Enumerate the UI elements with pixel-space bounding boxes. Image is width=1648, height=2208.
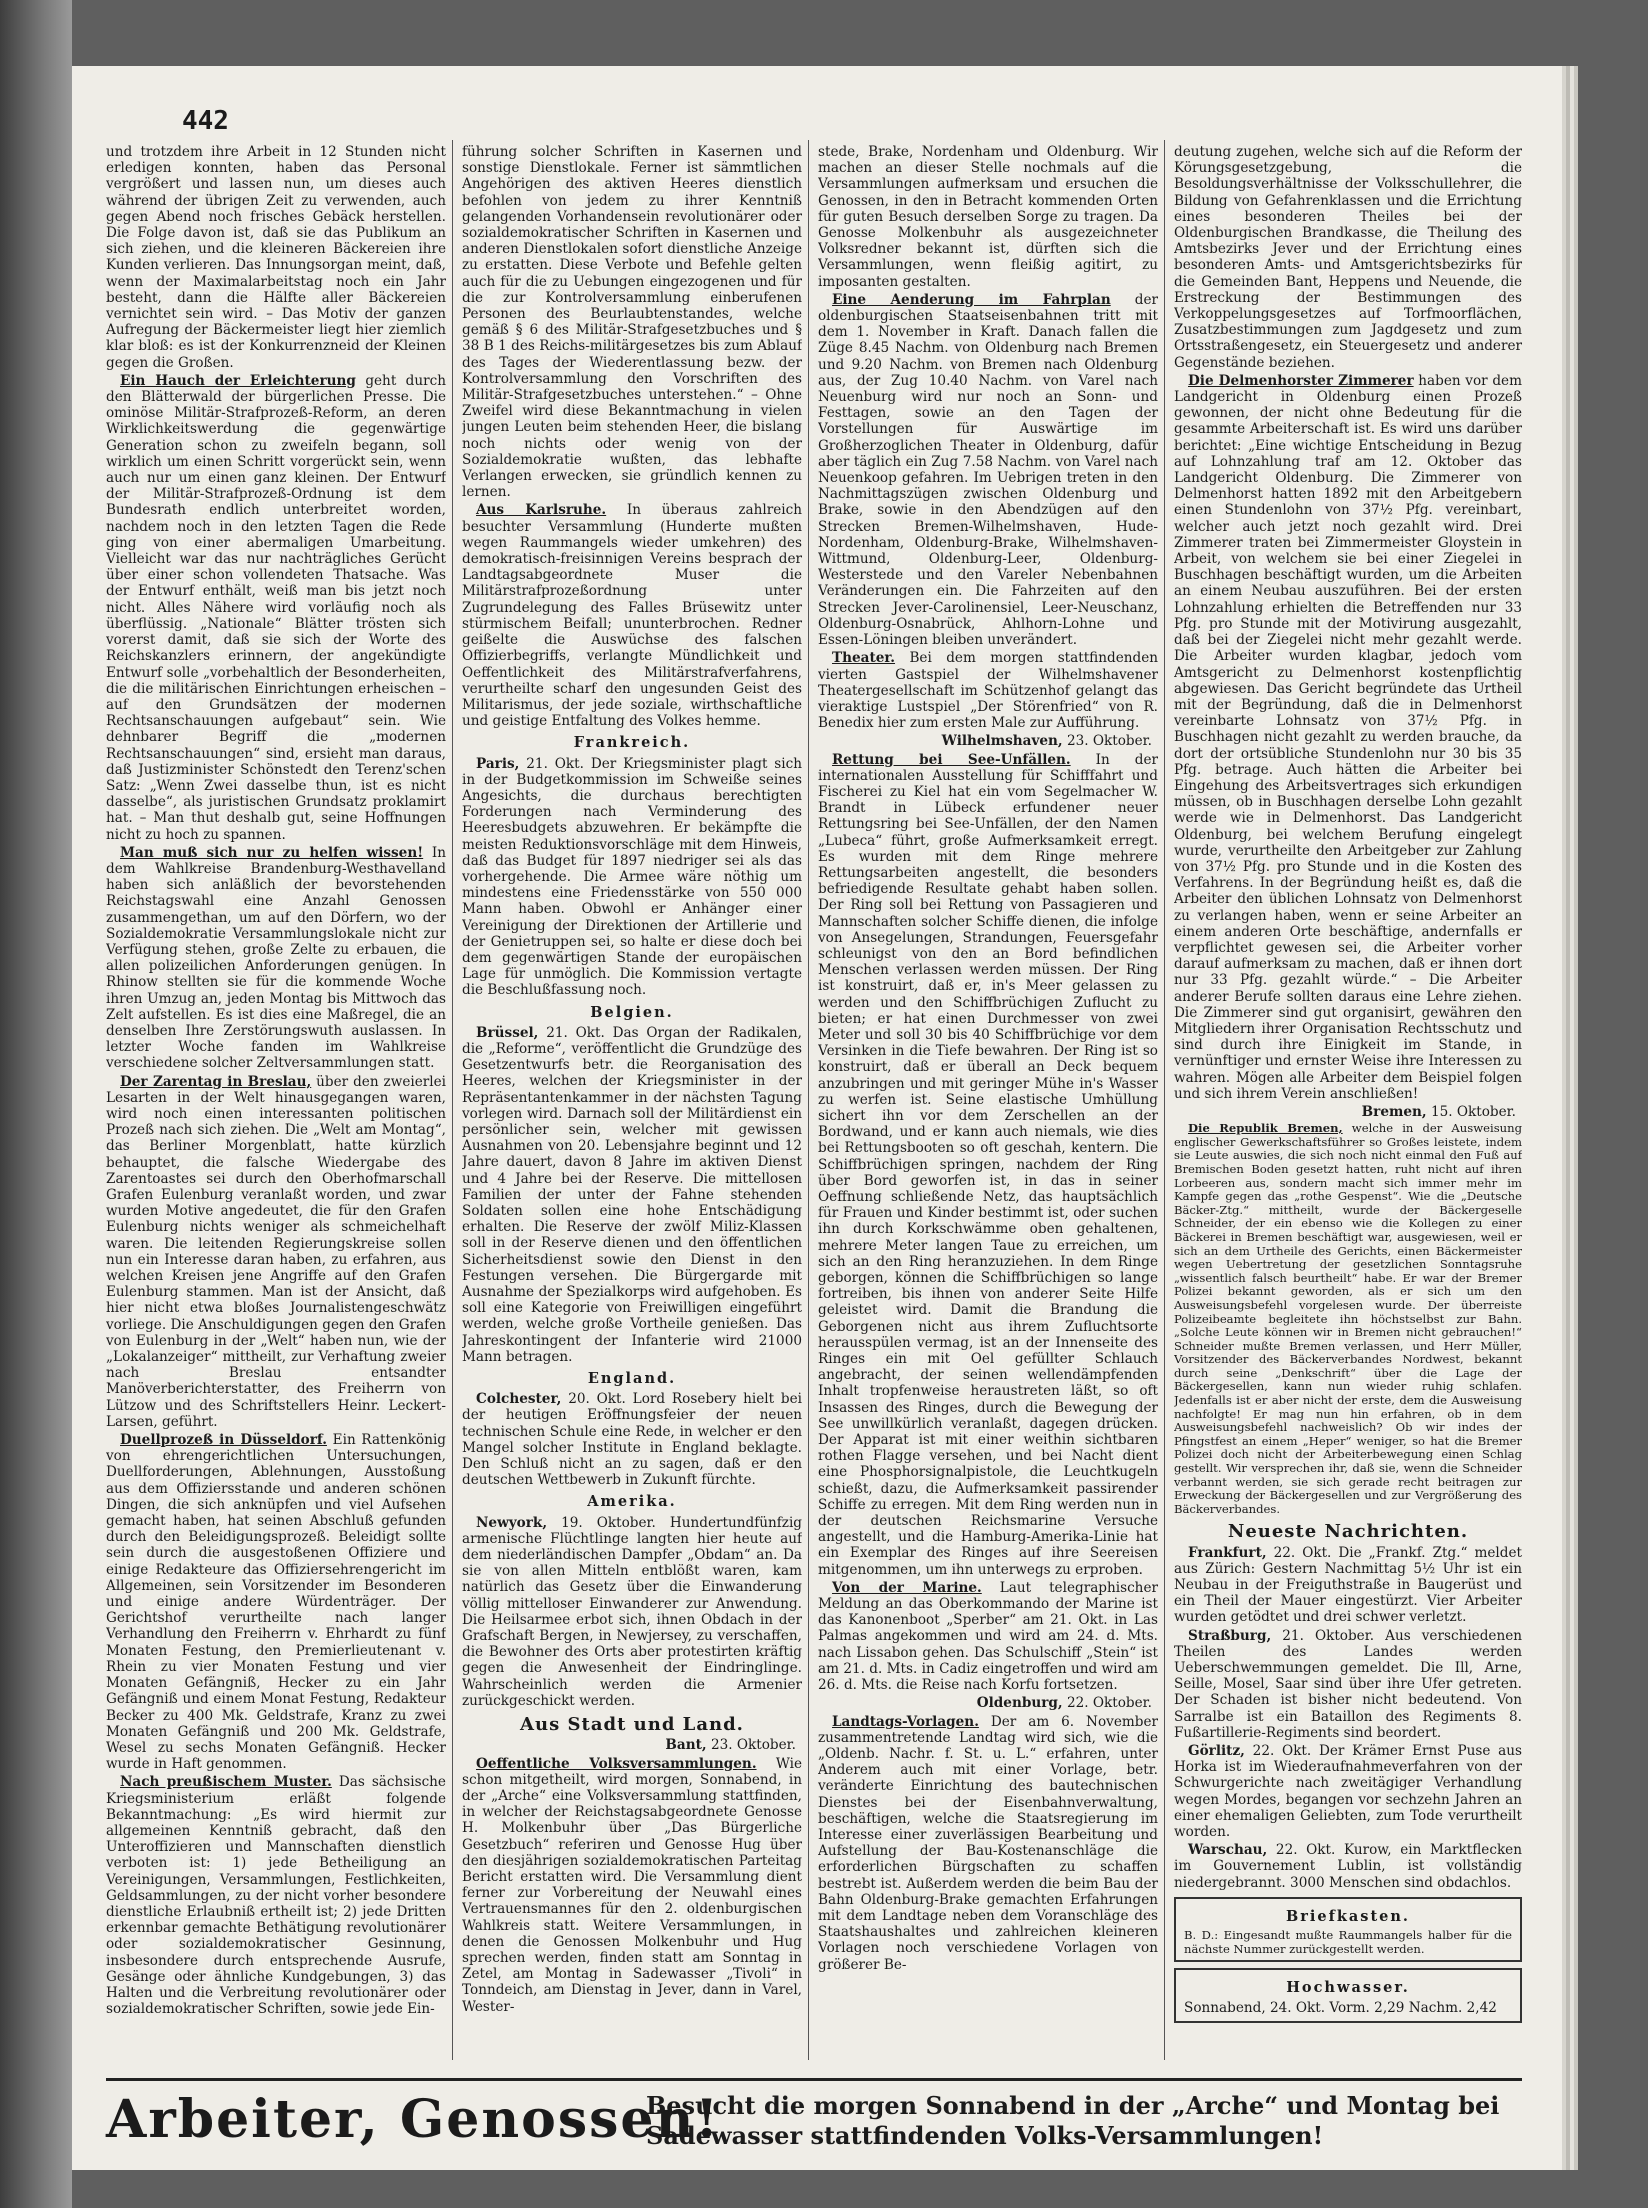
- article-text: und trotzdem ihre Arbeit in 12 Stunden nicht erledigen konnten, haben das Personal vergrößert und lassen nun, um dieses auch während der übrigen Zeit zu verwenden, auch gegen Abend noch frisches Gebäck herstellen. Die Folge davon ist, daß sie das Publikum an sich ziehen, und die kleineren Bäckereien ihre Kunden verlieren. Das Innungsorgan meint, daß, wenn der Maximalarbeitstag noch ein Jahr besteht, dann die Hälfte aller Bäckereien vernichtet sein wird. – Das Motiv der ganzen Aufregung der Bäckermeister liegt hier ziemlich klar bloß: es ist der Konkurrenzneid der Kleinen gegen die Großen.: [106, 144, 446, 371]
- article-text: Das Organ der Radikalen, die „Reforme“, veröffentlicht die Grundzüge des Gesetzentwurfs betr. die Reorganisation des Heeres, welchen der Kriegsminister in der Repräsentantenkammer in der nächsten Tagung vorlegen wird. Darnach soll der Militärdienst ein persönlicher sein, welcher mit gewissen Ausnahmen von 20. Lebensjahre beginnt und 12 Jahre dauert, davon 8 Jahre im aktiven Dienst und 4 Jahre bei der Reserve. Die mittellosen Familien der unter der Fahne stehenden Soldaten sollen eine hohe Entschädigung erhalten. Die Reserve der zwölf Miliz-Klassen soll in der Reserve dienen und den öffentlichen Sicherheitsdienst sowie den Dienst in den Festungen versehen. Die Bürgergarde mit Ausnahme der Spezialkorps wird aufgehoben. Es soll eine Kategorie von Freiwilligen eingeführt werden, welche große Vortheile genießen. Das Jahreskontingent der Infanterie wird 21000 Mann betragen.: [462, 1024, 802, 1365]
- article-text: welche in der Ausweisung englischer Gewerkschaftsführer so Großes leistete, indem sie Leute auswies, die sich noch nicht einmal den Fuß auf Bremischen Boden gesetzt hatten, ruht nicht auf ihren Lorbeeren aus, sondern macht sich immer mehr im Kampfe gegen das „rothe Gespenst“. Wie die „Deutsche Bäcker-Ztg.“ mittheilt, wurde der Bäckergeselle Schneider, der ein ebenso wie die Kollegen zu einer Bäckerei in Bremen beschäftigt war, ausgewiesen, weil er sich an dem Urtheile des Gerichts, einen Bäckermeister wegen Uebertretung der gesetzlichen Sonntagsruhe „wissentlich falsch beurtheilt“ habe. Er war der Bremer Polizei bekannt geworden, als er sich um den Ausweisungsbefehl vorgelesen wurde. Der überreiste Polizeibeamte begleitete ihn höchstselbst zur Bahn. „Solche Leute können wir in Bremen nicht gebrauchen!“ Schneider mußte Bremen verlassen, und Herr Müller, Vorsitzender des Bäckerverbandes Nordwest, bekannt durch seine „Denkschrift“ über die Lage der Bäckergesellen, kann nun wieder ruhig schlafen. Jedenfalls ist er aber nicht der erste, dem die Ausweisung nachfolgte! Er mag nun hin erfahren, ob in dem Ausweisungsbefehl nachweislich? Ob wir indes der Pfingstfest an einem „Heper“ weniger, so hat die Bremer Polizei doch nicht der Arbeiterbewegung einen Schlag gestellt. Wir versprechen ihr, daß sie, wenn die Schneider verbannt werden, sie sich gerade recht beitragen zur Erweckung der Bäckergesellen und zur Vergrößerung des Bäckerverbandes.: [1174, 1121, 1522, 1516]
- article: [818, 650, 1158, 731]
- dateline-date: 22. Oktober.: [1066, 1695, 1152, 1712]
- section-heading-stadt-und-land: Aus Stadt und Land.: [520, 1714, 744, 1736]
- article-text: Kurow, ein Marktflecken im Gouvernement Lublin, ist vollständig niedergebrannt. 3000 Menschen sind obdachlos.: [1174, 1842, 1522, 1891]
- article-heading: Oeffentliche Volksversammlungen.: [476, 1755, 757, 1772]
- section-heading-england: England.: [587, 1370, 677, 1388]
- article-text: Der Krämer Ernst Puse aus Horka ist im Wiederaufnahmeverfahren von der Schwurgerichte nach zweitägiger Verhandlung wegen Mordes, begangen vor sechzehn Jahren an einer ehemaligen Geliebten, zum Tode verurtheilt worden.: [1174, 1743, 1522, 1841]
- briefkasten-box: [1174, 1897, 1522, 1962]
- column-rule: [808, 140, 809, 2060]
- article-heading: Theater.: [832, 650, 896, 667]
- article-heading: Duellprozeß in Düsseldorf.: [120, 1432, 327, 1449]
- footer-banner: [106, 2078, 1522, 2153]
- dateline-place: Paris,: [476, 755, 520, 772]
- article-text: In überaus zahlreich besuchter Versammlung (Hunderte mußten wegen Raummangels wieder umkehren) des demokratisch-freisinnigen Vereins besprach der Landtagsabgeordnete Muser die Militärstrafprozeßordnung unter Zugrundelegung des Falles Brüsewitz unter stürmischem Beifall; ununterbrochen. Redner geißelte die Auswüchse des falschen Offizierbegriffs, verlangte Mündlichkeit und Oeffentlichkeit des Militärstrafverfahrens, verurtheilte scharf den ungesunden Geist des Militarismus, der jede soziale, wirthschaftliche und geistige Entfaltung des Volkes hemme.: [462, 502, 802, 730]
- article-heading: Die Republik Bremen,: [1188, 1121, 1343, 1136]
- dateline-date: 20. Okt.: [568, 1391, 626, 1408]
- article: [1174, 1628, 1522, 1741]
- dateline-date: 22. Okt.: [1275, 1842, 1336, 1859]
- article-text: Das sächsische Kriegsministerium erläßt folgende Bekanntmachung: „Es wird hiermit zur allgemeinen Kenntniß gebracht, daß den Unteroffizieren und Mannschaften dienstlich verboten ist: 1) jede Betheiligung an Vereinigungen, Versammlungen, Festlichkeiten, Geldsammlungen, zu der nicht vorher besondere dienstliche Erlaubniß ertheilt ist; 2) jede Dritten erkennbar gemachte Bethätigung revolutionärer oder sozialdemokratischer Gesinnung, insbesondere durch entsprechende Ausrufe, Gesänge oder ähnliche Kundgebungen, 3) das Halten und die Verbreitung revolutionärer oder sozialdemokratischer Schriften, sowie jede Ein-: [106, 1774, 446, 2018]
- article-heading: Aus Karlsruhe.: [476, 502, 607, 519]
- article-text: Hundertundfünfzig armenische Flüchtlinge langten hier heute auf dem niederländischen Dampfer „Obdam“ an. Da sie von allen Mitteln entblößt waren, kam natürlich das Gesetz über die Einwanderung völlig mittelloser Einwanderer zur Anwendung. Die Heilsarmee erbot sich, ihnen Obdach in der Grafschaft Bergen, in Newjersey, zu verschaffen, die Bewohner des Orts aber protestirten kräftig gegen die Anwesenheit der Eindringlinge. Wahrscheinlich werden die Armenier zurückgeschickt werden.: [462, 1514, 802, 1709]
- dateline-place: Oldenburg,: [976, 1695, 1063, 1712]
- article: [462, 1756, 802, 2015]
- article-text: Wie schon mitgetheilt, wird morgen, Sonnabend, in der „Arche“ eine Volksversammlung stattfinden, in welcher der Reichstagsabgeordnete Genosse H. Molkenbuhr über „Das Bürgerliche Gesetzbuch“ referiren und Genosse Hug über den diesjährigen sozialdemokratischen Parteitag Bericht erstatten wird. Die Versammlung dient ferner zur Vorbereitung der Neuwahl eines Vertrauensmannes für den 2. oldenburgischen Wahlkreis statt. Weitere Versammlungen, in denen die Genossen Molkenbuhr und Hug sprechen werden, finden statt am Sonntag in Zetel, am Montag in Sadewasser „Tivoli“ in Tonndeich, am Dienstag in Jever, dann in Varel, Wester-: [462, 1755, 802, 2015]
- dateline-place: Straßburg,: [1188, 1627, 1272, 1644]
- article-text: In der internationalen Ausstellung für Schifffahrt und Fischerei zu Kiel hat ein vom Segelmacher W. Brandt in Lübeck erfundener neuer Rettungsring bei See-Unfällen, der den Namen „Lubeca“ führt, große Aufmerksamkeit erregt. Es wurden mit dem Ringe mehrere Rettungsarbeiten angestellt, die besonders befriedigende Resultate gehabt haben sollen. Der Ring soll bei Rettung von Passagieren und Mannschaften solcher Schiffe dienen, die infolge von Ansegelungen, Strandungen, Feuersgefahr schleunigst von den an Bord befindlichen Menschen verlassen werden müssen. Der Ring ist konstruirt, daß er, in's Meer gelassen zu werden und den Schiffbrüchigen Zuflucht zu bieten; er hat einen Durchmesser von zwei Meter und soll 30 bis 40 Schiffbrüchige vor dem Versinken in die Tiefe bewahren. Der Ring ist so konstruirt, daß er überall an Deck bequem anzubringen und mit geringer Mühe in's Wasser zu werfen ist. Seine elastische Umhüllung sichert ihn vor dem Zerschellen an der Bordwand, und er kann auch niemals, wie dies bei Rettungsbooten so oft geschah, kentern. Die Schiffbrüchigen springen, nachdem der Ring über Bord geworfen ist, in das in seiner Oeffnung schließende Netz, das hauptsächlich für Frauen und Kinder bestimmt ist, oder suchen ihn durch Korkschwämme oben gehaltenen, mehrere Meter langen Taue zu erreichen, um sich an den Ring heranzuziehen. In dem Ringe geborgen, können die Schiffbrüchigen so lange fortreiben, bis ihnen von anderer Seite Hilfe geleistet wird. Damit die Brandung die Geborgenen nicht aus ihrem Zufluchtsorte herausspülen vermag, ist an der Innenseite des Ringes ein mit Oel gefüllter Schlauch angebracht, der seinen wellendämpfenden Inhalt tropfenweise heraustreten läßt, so oft Insassen des Ringes, durch die Bewegung der See unwillkürlich veranlaßt, dagegen drücken. Der Apparat ist mit einer weithin sichtbaren rothen Flagge versehen, und bei Nacht dient eine Phosphorsignalpistole, die Leuchtkugeln schießt, dazu, die Aufmerksamkeit passirender Schiffe zu erregen. Mit dem Ring werden nun in der deutschen Reichsmarine Versuche angestellt, und die Hamburg-Amerika-Linie hat ein Exemplar des Ringes auf ihre Seereisen mitgenommen, um ihn unterwegs zu erproben.: [818, 751, 1158, 1578]
- article: [818, 1714, 1158, 1973]
- dateline-date: 21. Okt.: [526, 755, 584, 772]
- column-rule: [452, 140, 453, 2060]
- page-number: 442: [182, 106, 229, 136]
- article: [106, 1774, 446, 2017]
- dateline-place: Warschau,: [1188, 1842, 1268, 1859]
- article-text: haben vor dem Landgericht in Oldenburg einen Prozeß gewonnen, der nicht ohne Bedeutung für die gesammte Arbeiterschaft ist. Es wird uns darüber berichtet: „Eine wichtige Entscheidung in Bezug auf Lohnzahlung traf am 12. Oktober das Landgericht Oldenburg. Die Zimmerer von Delmenhorst hatten 1892 mit den Arbeitgebern einen Stundenlohn von 37½ Pfg. vereinbart, welcher auch jetzt noch gezahlt wird. Drei Zimmerer traten bei Zimmermeister Gloystein in Arbeit, von welchem sie bei einer Ziegelei in Buschhagen beschäftigt wurden, um die Arbeiten an einem Neubau auszuführen. Bei der ersten Lohnzahlung erhielten die Betreffenden nur 33 Pfg. pro Stunde mit der Motivirung ausgezahlt, daß bei der Ziegelei nicht mehr gezahlt werde. Die Arbeiter wurden klagbar, jedoch vom Amtsgericht zu Delmenhorst kostenpflichtig abgewiesen. Das Gericht begründete das Urtheil mit der Begründung, daß die in Delmenhorst vereinbarte Lohnsatz von 37½ Pfg. in Buschhagen nicht gezahlt zu werden brauche, da dort der ortsübliche Stundenlohn nur 30 bis 35 Pfg. betrage. Auch hätten die Arbeiter bei Eingehung des Arbeitsvertrages sich erkundigen müssen, ob in Buschhagen derselbe Lohn gezahlt werde wie in Delmenhorst. Das Landgericht Oldenburg, bei welchem Berufung eingelegt wurde, verurtheilte den Arbeitgeber zur Zahlung von 37½ Pfg. pro Stunde und in die Kosten des Verfahrens. In der Begründung heißt es, daß die Arbeiter den üblichen Lohnsatz von Delmenhorst zu verlangen haben, wenn er seine Arbeiter an einem anderen Orte beschäftige, andernfalls er verpflichtet gewesen sei, die Arbeiter vorher darauf aufmerksam zu machen, daß er ihnen dort nur 33 Pfg. gezahlt würde.“ – Die Arbeiter anderer Berufe sollten daraus eine Lehre ziehen. Die Zimmerer sind gut organisirt, gewähren den Mitgliedern ihrer Organisation Rechtsschutz und sind durch ihre Einigkeit im Stande, in vernünftiger und ernster Weise ihre Interessen zu wahren. Mögen alle Arbeiter dem Beispiel folgen und sich ihrem Verein anschließen!: [1174, 372, 1522, 1102]
- article-heading: Nach preußischem Muster.: [120, 1774, 332, 1791]
- dateline-place: Bremen,: [1361, 1103, 1427, 1120]
- article-text: deutung zugehen, welche sich auf die Reform der Körungsgesetzgebung, die Besoldungsverhältnisse der Volksschullehrer, die Bildung von Gefahrenklassen und die Errichtung eines besonderen Theiles bei der Oldenburgischen Brandkasse, die Theilung des Amtsbezirks Jever und der Errichtung eines besonderen Amts- und Amtsgerichtsbezirks für die Gemeinden Bant, Heppens und Neuende, die Erstreckung der Bestimmungen des Verkoppelungsgesetzes auf Torfmoorflächen, Zusatzbestimmungen zum Jagdgesetz und zum Ortsstraßengesetz, ein Steuergesetz und anderer Gegenstände beziehen.: [1174, 144, 1522, 371]
- dateline-date: 21. Okt.: [546, 1024, 605, 1041]
- article: [106, 373, 446, 843]
- dateline-place: Wilhelmshaven,: [941, 733, 1063, 750]
- article: [1174, 1122, 1522, 1516]
- footer-announcement: Besucht die morgen Sonnabend in der „Arche“ und Montag bei Sadewasser stattfindenden Volks-Versammlungen!: [646, 2091, 1500, 2150]
- article-heading: Ein Hauch der Erleichterung: [120, 372, 356, 389]
- newspaper-page: [72, 66, 1562, 2170]
- dateline-date: 23. Oktober.: [710, 1737, 796, 1754]
- column-4: [1174, 144, 1522, 2066]
- section-heading-amerika: Amerika.: [587, 1493, 677, 1511]
- footer-headline: Arbeiter, Genossen!: [106, 2089, 721, 2150]
- article: [818, 1580, 1158, 1693]
- dateline-date: 21. Oktober.: [1282, 1627, 1375, 1644]
- article-text: In dem Wahlkreise Brandenburg-Westhavelland haben sich anläßlich der bevorstehenden Reichstagswahl eine Anzahl Genossen zusammengethan, um auf den Dörfern, wo der Sozialdemokratie Versammlungslokale nicht zur Verfügung stehen, große Zelte zu erbauen, die allen polizeilichen Anforderungen genügen. In Rhinow stellten sie für die kommende Woche ihren Umzug an, jeden Montag bis Mittwoch das Zelt aufstellen. Es ist dies eine Maßregel, die an denselben Ihre Zerstörungswuth auslassen. In letzter Woche fanden im Wahlkreise verschiedene solcher Zeltversammlungen statt.: [106, 844, 446, 1072]
- article: [1174, 1545, 1522, 1626]
- article-heading: Man muß sich nur zu helfen wissen!: [120, 844, 424, 861]
- article: [462, 502, 802, 729]
- dateline-place: Colchester,: [476, 1391, 562, 1408]
- article: [106, 1074, 446, 1430]
- dateline-place: Görlitz,: [1188, 1743, 1245, 1760]
- briefkasten-title: Briefkasten.: [1286, 1907, 1410, 1925]
- column-1: [106, 144, 446, 2066]
- dateline: [818, 733, 1152, 749]
- section-heading-neueste-nachrichten: Neueste Nachrichten.: [1227, 1521, 1469, 1543]
- article-text: Lord Rosebery hielt bei der heutigen Eröffnungsfeier der neuen technischen Schule eine Rede, in welcher er den Mangel solcher Institute in England beklagte. Den Schluß nicht an zu sagen, daß er den deutschen Wettbewerb in Zukunft fürchte.: [462, 1391, 802, 1489]
- section-heading-frankreich: Frankreich.: [573, 734, 691, 752]
- article: [462, 1515, 802, 1709]
- article: [1174, 1842, 1522, 1891]
- dateline-date: 15. Oktober.: [1430, 1103, 1516, 1120]
- dateline-place: Brüssel,: [476, 1024, 539, 1041]
- article-text: stede, Brake, Nordenham und Oldenburg. Wir machen an dieser Stelle nochmals auf die Versammlungen aufmerksam und ersuchen die Genossen, in den in Betracht kommenden Orten für guten Besuch derselben Sorge zu tragen. Da Genosse Molkenbuhr als ausgezeichneter Volksredner bekannt ist, dürften sich die Versammlungen, wenn fleißig agitirt, zu imposanten gestalten.: [818, 144, 1158, 290]
- article: [818, 752, 1158, 1578]
- article-text: Bei dem morgen stattfindenden vierten Gastspiel der Wilhelmshavener Theatergesellschaft im Schützenhof gelangt das vieraktige Lustspiel „Der Störenfried“ von R. Benedix hier zum ersten Male zur Aufführung.: [818, 650, 1158, 732]
- dateline-date: 19. Oktober.: [561, 1514, 656, 1531]
- article-text: Der Kriegsminister plagt sich in der Budgetkommission im Schweiße seines Angesichts, die durchaus berechtigten Forderungen nach Verminderung des Heeresbudgets abzuwehren. Er bekämpfte die meisten Reduktionsvorschläge mit dem Hinweis, daß das Budget für 1897 niedriger sei als das vorhergehende. Die Armee wäre nöthig um mindestens eine Friedensstärke von 550 000 Mann haben. Obwohl er Anhänger einer Vereinigung der Direktionen der Artillerie und der Genietruppen sei, so halte er diese doch bei dem gegenwärtigen Stande der europäischen Lage für unmöglich. Die Kommission vertagte die Beschlußfassung noch.: [462, 755, 802, 999]
- article: [1174, 1743, 1522, 1840]
- dateline: [818, 1695, 1152, 1711]
- article: [106, 1432, 446, 1772]
- article-text: geht durch den Blätterwald der bürgerlichen Presse. Die ominöse Militär-Strafprozeß-Reform, an deren Wirklichkeitswerdung die gegenwärtige Generation schon zu zweifeln begann, soll wirklich um einen Schritt vorgerückt sein, wenn auch nur um einen ganz kleinen. Der Entwurf der Militär-Strafprozeß-Ordnung ist dem Bundesrath endlich unterbreitet worden, nachdem noch in den letzten Tagen die Rede ging von einer abermaligen Umarbeitung. Vielleicht war das nur nachträgliches Gerücht über einer schon vollendeten Thatsache. Was der Entwurf enthält, weiß man bis jetzt noch nicht. Alles Nähere wird vorläufig noch als überflüssig. „Nationale“ Blätter trösten sich vorerst damit, daß sie sich der Worte des Reichskanzlers erinnern, der angekündigte Entwurf solle „vorbehaltlich der Besonderheiten, die die militärischen Einrichtungen erheischen – auf den Grundsätzen der modernen Rechtsanschauungen aufgebaut“ sein. Wie dehnbarer Begriff die „modernen Rechtsanschauungen“ sind, ersieht man daraus, daß Justizminister Schönstedt den Terenz'schen Satz: „Wenn Zwei dasselbe thun, ist es nicht dasselbe“, als juristischen Grundsatz proklamirt hat. – Man thut deshalb gut, seine Hoffnungen nicht zu hoch zu spannen.: [106, 372, 446, 843]
- dateline-date: 23. Oktober.: [1066, 733, 1152, 750]
- hochwasser-box: [1174, 1968, 1522, 2022]
- article-text: über den zweierlei Lesarten in der Welt hinausgegangen waren, wird noch einen interessanten politischen Prozeß nach sich ziehen. Die „Welt am Montag“, das Berliner Morgenblatt, hatte kürzlich behauptet, die falsche Wiedergabe des Zarentoastes sei durch den Oberhofmarschall Grafen Eulenburg veranlaßt worden, und zwar wurden Motive angedeutet, die für den Grafen Eulenburg nichts weniger als schmeichelhaft waren. Die leitenden Regierungskreise sollen nun ein Interesse daran haben, zu erfahren, aus welchen Kreisen jene Angriffe auf den Grafen Eulenburg stammen. Man ist der Ansicht, daß hier nicht etwa bloßes Journalistengeschwätz vorliege. Die Anschuldigungen gegen den Grafen von Eulenburg in der „Welt“ haben nun, wie der „Lokalanzeiger“ mittheilt, zur Verhaftung zweier nach Breslau entsandter Manöverberichterstatter, des Freiherrn von Lützow und des Schriftstellers Heinr. Leckert-Larsen, geführt.: [106, 1073, 446, 1430]
- article: [462, 756, 802, 999]
- article-text: der oldenburgischen Staatseisenbahnen tritt mit dem 1. November in Kraft. Danach fallen die Züge 8.45 Nachm. von Oldenburg nach Bremen und 9.20 Nachm. von Bremen nach Oldenburg aus, der Zug 10.40 Nachm. von Varel nach Neuenburg wird nur noch an Sonn- und Festtagen, sowie an den Tagen der Vorstellungen für Auswärtige im Großherzoglichen Theater in Oldenburg, dafür aber täglich ein Zug 7.58 Nachm. von Varel nach Neuenkoop gefahren. Im Uebrigen treten in den Nachmittagszügen zwischen Oldenburg und Brake, sowie in den Abendzügen auf den Strecken Bremen-Wilhelmshaven, Hude-Nordenham, Oldenburg-Brake, Wilhelmshaven-Wittmund, Oldenburg-Leer, Oldenburg-Westerstede und den Vareler Nebenbahnen Veränderungen ein. Die Fahrzeiten auf den Strecken Jever-Carolinensiel, Leer-Neuschanz, Oldenburg-Osnabrück, Ahlhorn-Lohne und Essen-Löningen bleiben unverändert.: [818, 291, 1158, 649]
- article-text: führung solcher Schriften in Kasernen und sonstige Dienstlokale. Ferner ist sämmtlichen Angehörigen des aktiven Heeres dienstlich befohlen von jedem zu ihrer Kenntniß gelangenden Vorhandensein revolutionärer oder sozialdemokratischer Schriften in Kasernen und anderen Dienstlokalen sofort dienstliche Anzeige zu erstatten. Diese Verbote und Befehle gelten auch für die zu Uebungen eingezogenen und für die zur Kontrolversammlung einberufenen Personen des Beurlaubtenstandes, welche gemäß § 6 des Militär-Strafgesetzbuches und § 38 B 1 des Reichs-militärgesetzes bis zum Ablauf des Tages der Wiederentlassung bezw. der Kontrolversammlung den Vorschriften des Militär-Strafgesetzbuches unterstehen.“ – Ohne Zweifel wird diese Bekanntmachung in vielen jungen Leuten beim stehenden Heer, die bislang noch nichts oder wenig von der Sozialdemokratie wußten, das lebhafte Verlangen erwecken, sie gründlich kennen zu lernen.: [462, 144, 802, 501]
- book-binding: [0, 0, 72, 2208]
- section-heading-belgien: Belgien.: [590, 1003, 674, 1021]
- article: [462, 1025, 802, 1365]
- dateline-place: Newyork,: [476, 1514, 548, 1531]
- article-text: Aus verschiedenen Theilen des Landes werden Ueberschwemmungen gemeldet. Die Ill, Arne, Seille, Mosel, Saar sind über ihre Ufer getreten. Der Schaden ist bisher nicht bedeutend. Von Sarralbe ist ein Bataillon des Regiments 8. Fußartillerie-Regiments sind beordert.: [1174, 1627, 1522, 1741]
- article: [106, 845, 446, 1072]
- hochwasser-text: Sonnabend, 24. Okt. Vorm. 2,29 Nachm. 2,42: [1184, 2000, 1497, 2017]
- article-text: Die „Frankf. Ztg.“ meldet aus Zürich: Gestern Nachmittag 5½ Uhr ist ein Neubau in der Freiguthstraße in Baugerüst und ein Theil der Mauer eingestürzt. Vier Arbeiter wurden getödtet und drei schwer verletzt.: [1174, 1544, 1522, 1626]
- article-heading: Landtags-Vorlagen.: [832, 1713, 979, 1730]
- column-rule: [1164, 140, 1165, 2060]
- article-heading: Rettung bei See-Unfällen.: [832, 751, 1071, 768]
- hochwasser-title: Hochwasser.: [1286, 1979, 1410, 1997]
- article-heading: Von der Marine.: [832, 1579, 982, 1596]
- article-text: Ein Rattenkönig von ehrengerichtlichen Untersuchungen, Duellforderungen, Ablehnungen, Ausstoßung aus dem Offiziersstande und anderen schönen Dingen, die sich anknüpfen und viel Aufsehen gemacht haben, hat seinen Abschluß gefunden durch den Beleidigungsprozeß. Beleidigt sollte sein durch die ausgestoßenen Offiziere und einige Redakteure das Offiziersehrengericht im Allgemeinen, sein Vorsitzender im Besonderen und einige andere Würdenträger. Der Gerichtshof verurtheilte nach langer Verhandlung den Freiherrn v. Ehrhardt zu fünf Monaten Festung, den Premierlieutenant v. Rhein zu vier Monaten Festung und vier Monaten Gefängniß, Hecker zu ein Jahr Gefängniß und einem Monat Festung, Redakteur Becker zu 400 Mk. Geldstrafe, Kranz zu zwei Monaten Gefängniß und 200 Mk. Geldstrafe, Wesel zu sechs Monaten Gefängniß. Hecker wurde in Haft genommen.: [106, 1432, 446, 1773]
- article-heading: Eine Aenderung im Fahrplan: [832, 291, 1111, 308]
- article-text: Der am 6. November zusammentretende Landtag wird sich, wie die „Oldenb. Nachr. f. St. u. L.“ erfahren, unter Anderem auch mit einer Vorlage, betr. veränderte Einrichtung des bautechnischen Dienstes bei der Eisenbahnverwaltung, beschäftigen, welche die Staatsregierung im Interesse einer zuverlässigen Bearbeitung und Aufstellung der Bau-Kostenanschläge die erforderlichen Bürgschaften zu schaffen bestrebt ist. Außerdem werden die beim Bau der Bahn Oldenburg-Brake gemachten Erfahrungen mit dem Landtage neben dem Voranschläge des Staatshaushaltes und zahlreichen kleineren Vorlagen noch verschiedene Vorlagen von größerer Be-: [818, 1713, 1158, 1973]
- dateline: [462, 1737, 796, 1753]
- article-heading: Die Delmenhorster Zimmerer: [1188, 372, 1414, 389]
- briefkasten-text: B. D.: Eingesandt mußte Raummangels halber für die nächste Nummer zurückgestellt werden.: [1184, 1928, 1512, 1956]
- column-3: [818, 144, 1158, 2066]
- article: [818, 292, 1158, 648]
- article-text: Laut telegraphischer Meldung an das Oberkommando der Marine ist das Kanonenboot „Sperber“ am 21. Okt. in Las Palmas angekommen und wird am 24. d. Mts. nach Lissabon gehen. Das Schulschiff „Stein“ ist am 21. d. Mts. in Cadiz eingetroffen und wird am 26. d. Mts. die Reise nach Korfu fortsetzen.: [818, 1579, 1158, 1694]
- column-2: [462, 144, 802, 2066]
- dateline-date: 22. Okt.: [1252, 1743, 1312, 1760]
- article-heading: Der Zarentag in Breslau,: [120, 1073, 312, 1090]
- dateline-place: Bant,: [665, 1737, 707, 1754]
- article: [462, 1391, 802, 1488]
- dateline: [1174, 1104, 1516, 1120]
- dateline-place: Frankfurt,: [1188, 1544, 1267, 1561]
- article: [1174, 373, 1522, 1102]
- dateline-date: 22. Okt.: [1273, 1544, 1332, 1561]
